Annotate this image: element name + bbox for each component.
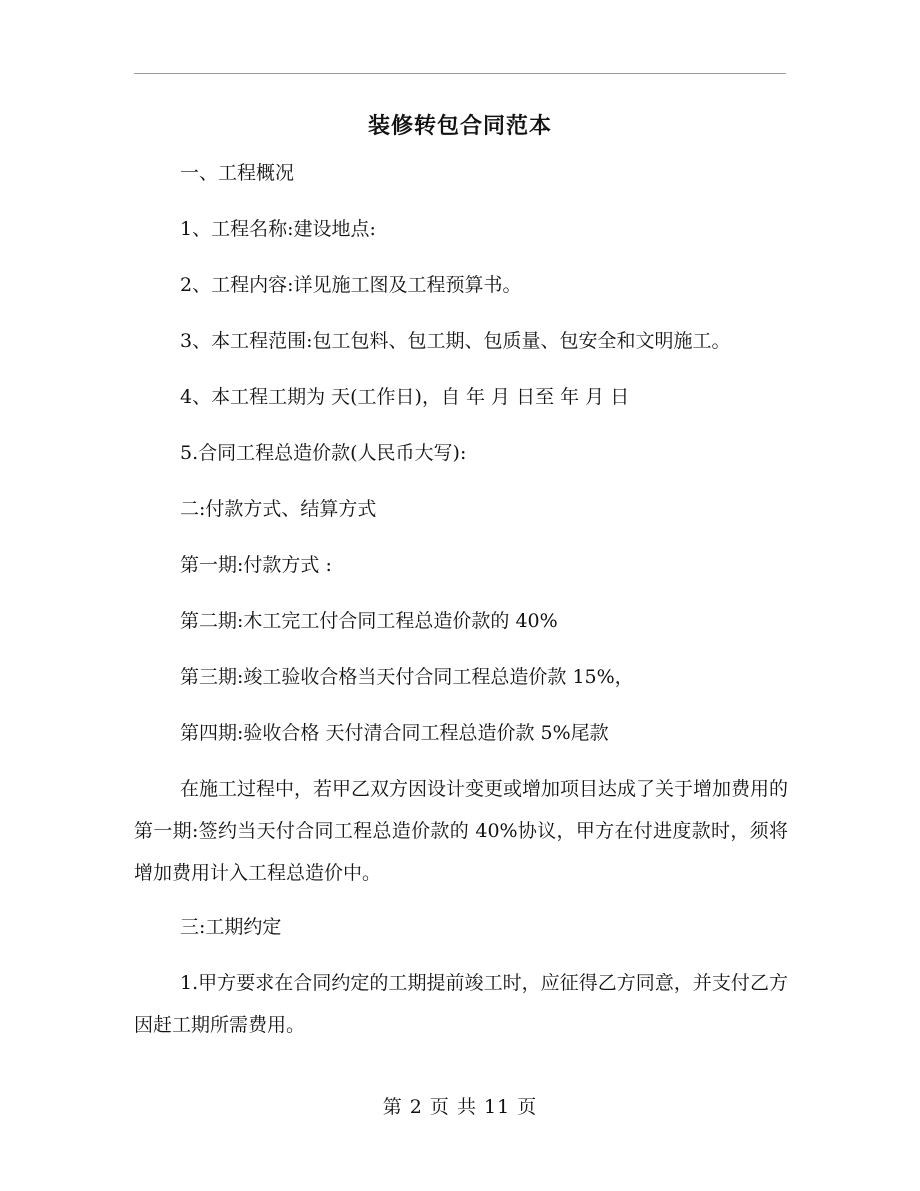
section-heading-2: 二:付款方式、结算方式 [180,498,377,520]
payment-line: 第一期:付款方式 : [180,554,332,576]
header-rule [134,73,786,74]
clause-line: 1、工程名称:建设地点: [180,218,376,240]
payment-line: 第二期:木工完工付合同工程总造价款的 40% [180,610,558,632]
document-title: 装修转包合同范本 [367,113,552,139]
clause-line: 4、本工程工期为 天(工作日)，自 年 月 日至 年 月 日 [180,386,630,408]
clause-line: 3、本工程范围:包工包料、包工期、包质量、包安全和文明施工。 [180,330,731,352]
clause-line: 2、工程内容:详见施工图及工程预算书。 [180,274,522,296]
payment-line: 第四期:验收合格 天付清合同工程总造价款 5%尾款 [180,722,609,744]
section-heading-3: 三:工期约定 [180,916,282,938]
clause-line: 5.合同工程总造价款(人民币大写): [180,442,467,464]
section-heading-1: 一、工程概况 [180,162,295,184]
page-number: 第 2 页 共 11 页 [382,1096,538,1118]
body-paragraph: 在施工过程中，若甲乙双方因设计变更或增加项目达成了关于增加费用的第一期:签约当天付合同工程总造价款的 40%协议，甲方在付进度款时，须将增加费用计入工程总造价中。 [134,778,789,884]
payment-line: 第三期:竣工验收合格当天付合同工程总造价款 15%， [180,666,634,688]
body-paragraph: 1.甲方要求在合同约定的工期提前竣工时，应征得乙方同意，并支付乙方因赶工期所需费用。 [134,972,788,1036]
